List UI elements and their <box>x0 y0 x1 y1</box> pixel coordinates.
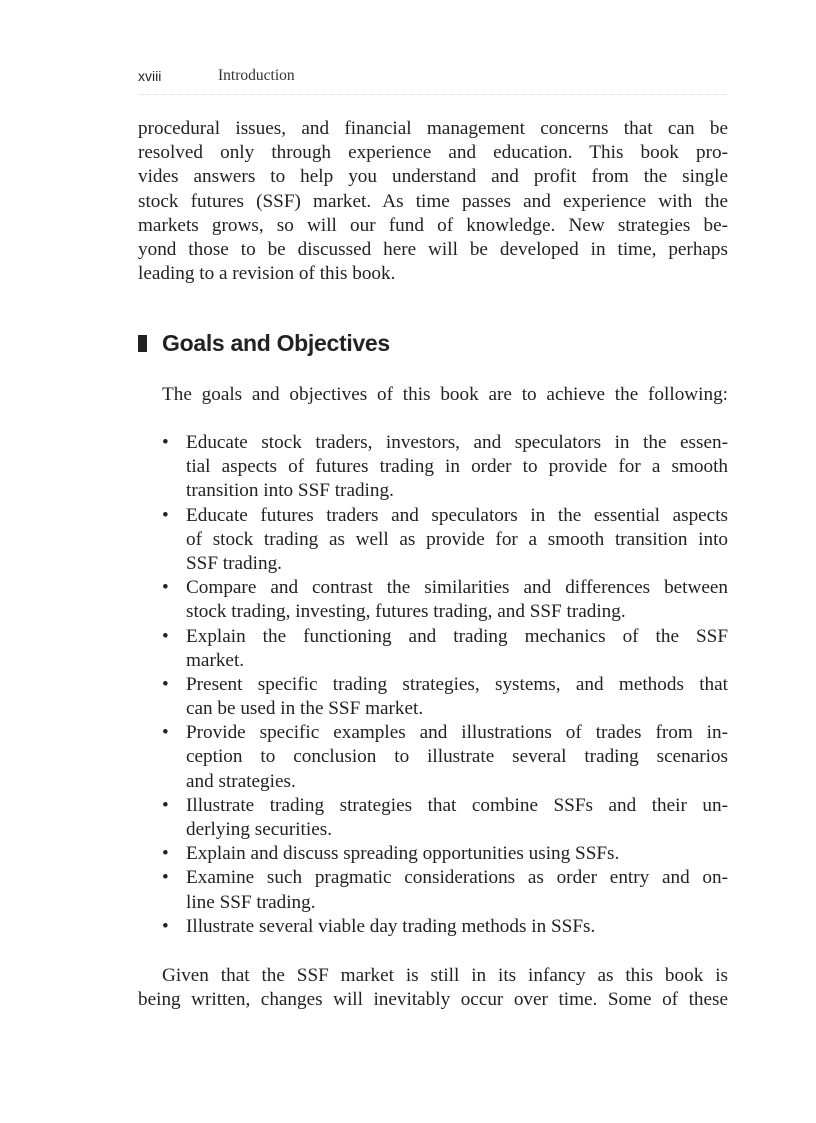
text-line: ception to conclusion to illustrate several trading scenarios <box>186 746 728 768</box>
list-item <box>138 576 728 624</box>
bullet-icon: • <box>162 432 169 453</box>
list-item <box>138 431 728 504</box>
bullet-icon: • <box>162 915 169 937</box>
text-line: Examine such pragmatic considerations as order entry and on- <box>186 867 728 889</box>
text-line: Explain and discuss spreading opportunities using SSFs. <box>186 843 620 865</box>
paragraph-2 <box>138 964 728 1012</box>
bullet-icon: • <box>162 794 169 816</box>
list-item <box>138 673 728 721</box>
text-line: market. <box>186 649 245 671</box>
text-line: markets grows, so will our fund of knowledge. New strategies be- <box>138 214 728 236</box>
section-heading <box>138 330 390 357</box>
text-line: transition into SSF trading. <box>186 480 394 502</box>
text-line: procedural issues, and financial management concerns that can be <box>138 118 728 139</box>
list-item <box>138 794 728 842</box>
text-line: Present specific trading strategies, systems, and methods that <box>186 673 728 695</box>
text-line: being written, changes will inevitably occur over time. Some of these <box>138 989 728 1011</box>
intro-sentence <box>138 383 728 407</box>
bullet-icon: • <box>162 625 169 647</box>
text-line: can be used in the SSF market. <box>186 698 424 720</box>
text-line: Given that the SSF market is still in its infancy as this book is <box>162 965 728 986</box>
text-line: resolved only through experience and education. This book pro- <box>138 142 728 164</box>
bullet-icon: • <box>162 867 169 889</box>
running-title: Introduction <box>218 67 295 84</box>
text-line: line SSF trading. <box>186 891 316 913</box>
intro-line: The goals and objectives of this book are to achieve the following: <box>162 384 728 405</box>
list-item <box>138 721 728 794</box>
bullet-icon: • <box>162 722 169 744</box>
bullet-icon: • <box>162 843 169 865</box>
text-line: vides answers to help you understand and profit from the single <box>138 166 728 188</box>
text-line: stock trading, investing, futures trading, and SSF trading. <box>186 601 626 623</box>
heading-text: Goals and Objectives <box>162 330 390 356</box>
text-line: tial aspects of futures trading in order to provide for a smooth <box>186 456 728 478</box>
text-line: Provide specific examples and illustrations of trades from in- <box>186 722 728 744</box>
text-line: Educate futures traders and speculators in the essential aspects <box>186 504 728 526</box>
running-header <box>138 66 728 95</box>
text-line: Illustrate several viable day trading methods in SSFs. <box>186 915 596 937</box>
list-item <box>138 504 728 577</box>
text-line: yond those to be discussed here will be developed in time, perhaps <box>138 238 728 260</box>
text-line: derlying securities. <box>186 819 332 840</box>
text-line: Explain the functioning and trading mechanics of the SSF <box>186 625 728 647</box>
bullet-icon: • <box>162 504 169 526</box>
text-line: and strategies. <box>186 770 296 792</box>
bullet-icon: • <box>162 673 169 695</box>
text-line: Compare and contrast the similarities and differences between <box>186 577 728 599</box>
text-line: leading to a revision of this book. <box>138 263 396 285</box>
list-item <box>138 915 728 939</box>
objectives-list <box>138 431 728 939</box>
page-number: xviii <box>138 68 162 84</box>
paragraph-1 <box>138 117 728 286</box>
heading-square-icon <box>138 335 147 352</box>
text-line: SSF trading. <box>186 552 282 574</box>
text-line: Illustrate trading strategies that combine SSFs and their un- <box>186 794 728 816</box>
text-line: of stock trading as well as provide for a smooth transition into <box>186 528 728 550</box>
list-item <box>138 625 728 673</box>
bullet-icon: • <box>162 577 169 599</box>
list-item <box>138 866 728 914</box>
text-line: Educate stock traders, investors, and speculators in the essen- <box>186 432 728 453</box>
text-line: stock futures (SSF) market. As time passes and experience with the <box>138 190 728 212</box>
list-item <box>138 842 728 866</box>
